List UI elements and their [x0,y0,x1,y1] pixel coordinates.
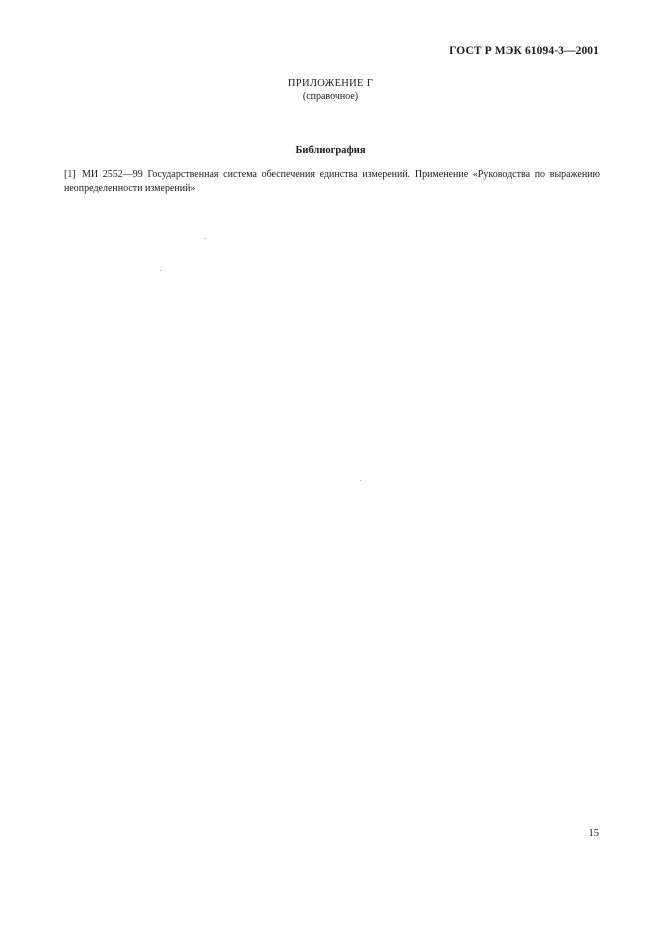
scan-speck [205,238,206,239]
bibliography-title: Библиография [295,145,366,156]
appendix-title: ПРИЛОЖЕНИЕ Г [287,78,374,89]
scan-speck [360,480,361,481]
bibliography-entry-number: [1] [64,169,76,180]
scan-speck [160,270,161,271]
document-code-header: ГОСТ Р МЭК 61094-3—2001 [449,45,599,57]
bibliography-entry-text: МИ 2552—99 Государственная система обеспечения единства измерений. Применение «Руководства по выражению неопределенности измерений» [64,169,600,194]
appendix-subtitle: (справочное) [302,91,359,102]
bibliography-entry [64,168,600,196]
page-number: 15 [588,828,599,839]
